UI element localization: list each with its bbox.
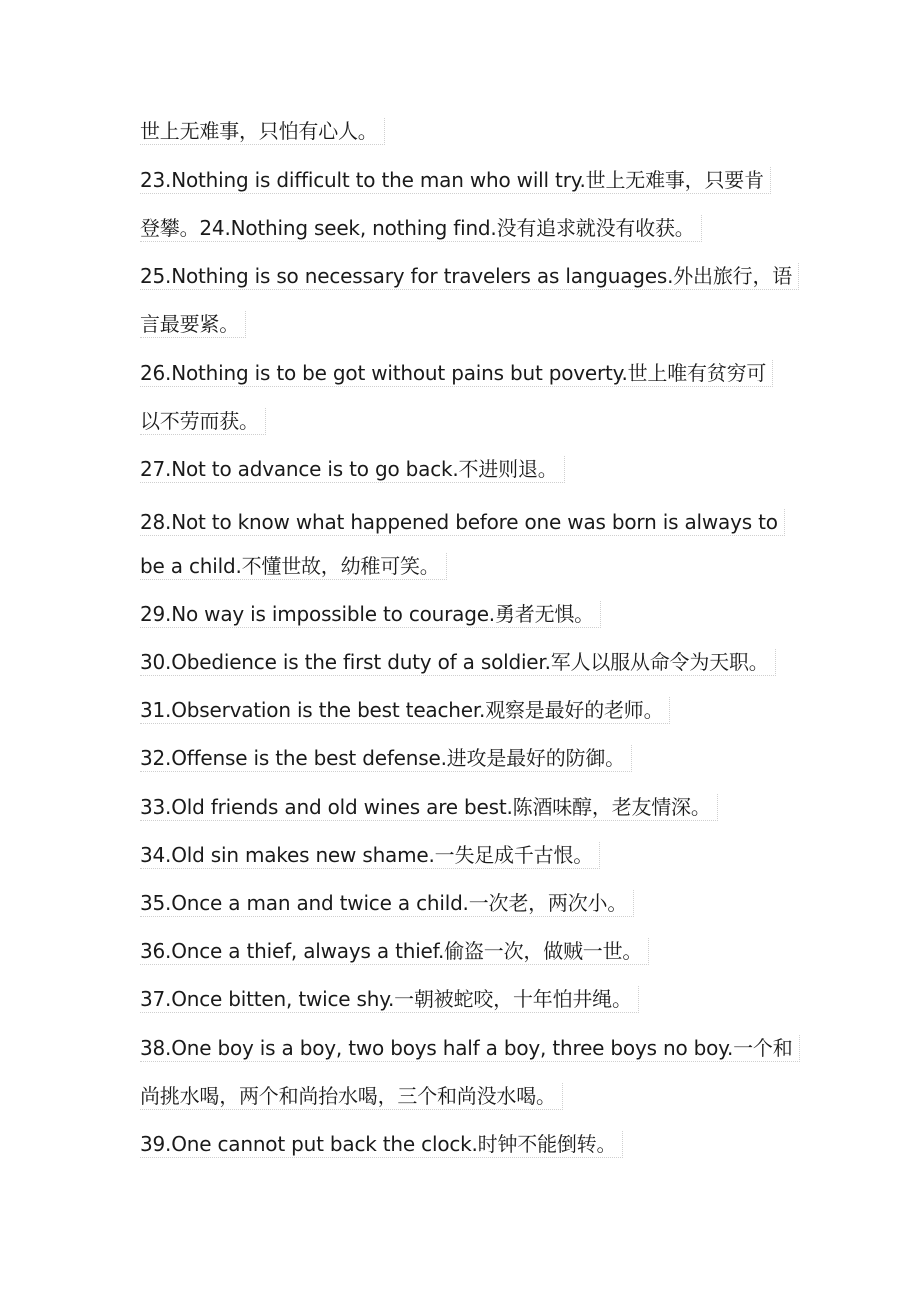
text-line: 世上无难事，只怕有心人。 [140,118,385,145]
text-line: 登攀。24.Nothing seek, nothing find.没有追求就没有收获。 [140,215,702,242]
text-line: 31.Observation is the best teacher.观察是最好的老师。 [140,697,670,724]
text-line: 39.One cannot put back the clock.时钟不能倒转。 [140,1131,623,1158]
text-line: 言最要紧。 [140,311,246,338]
text-line: 30.Obedience is the first duty of a soldier.军人以服从命令为天职。 [140,649,776,676]
text-line: 27.Not to advance is to go back.不进则退。 [140,456,565,483]
text-line: 28.Not to know what happened before one was born is always to [140,509,785,536]
text-line: 38.One boy is a boy, two boys half a boy, three boys no boy.一个和 [140,1035,800,1062]
text-line: 23.Nothing is difficult to the man who will try.世上无难事，只要肯 [140,167,771,194]
text-line: be a child.不懂世故，幼稚可笑。 [140,553,447,580]
text-line: 25.Nothing is so necessary for travelers as languages.外出旅行，语 [140,263,799,290]
text-line: 尚挑水喝，两个和尚抬水喝，三个和尚没水喝。 [140,1083,563,1110]
text-line: 26.Nothing is to be got without pains but poverty.世上唯有贫穷可 [140,360,773,387]
text-line: 33.Old friends and old wines are best.陈酒味醇，老友情深。 [140,794,718,821]
text-line: 36.Once a thief, always a thief.偷盗一次，做贼一世。 [140,938,649,965]
text-line: 34.Old sin makes new shame.一失足成千古恨。 [140,842,600,869]
text-line: 37.Once bitten, twice shy.一朝被蛇咬，十年怕井绳。 [140,986,639,1013]
text-line: 32.Offense is the best defense.进攻是最好的防御。 [140,745,632,772]
text-line: 29.No way is impossible to courage.勇者无惧。 [140,601,601,628]
text-line: 以不劳而获。 [140,408,266,435]
text-line: 35.Once a man and twice a child.一次老，两次小。 [140,890,634,917]
